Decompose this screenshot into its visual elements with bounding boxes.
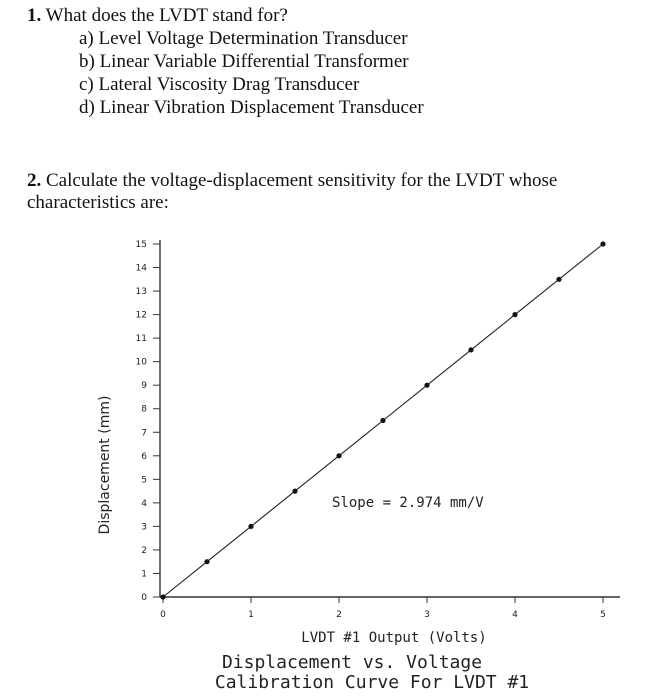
question-2 bbox=[27, 170, 557, 192]
x-axis-label: LVDT #1 Output (Volts) bbox=[301, 630, 487, 646]
data-point bbox=[424, 383, 429, 388]
calibration-chart bbox=[0, 225, 670, 700]
y-axis-label: Displacement (mm) bbox=[97, 395, 113, 535]
slope-annotation: Slope = 2.974 mm/V bbox=[332, 495, 484, 511]
data-point bbox=[600, 241, 605, 246]
data-point bbox=[468, 347, 473, 352]
data-point bbox=[204, 559, 209, 564]
question-1-number: 1. bbox=[27, 5, 42, 26]
caption-line-1: Displacement vs. Voltage bbox=[221, 652, 483, 673]
y-tick-label: 5 bbox=[141, 475, 147, 486]
y-tick-label: 2 bbox=[141, 545, 147, 556]
y-tick-label: 3 bbox=[141, 522, 147, 533]
data-point bbox=[512, 312, 517, 317]
y-tick-label: 7 bbox=[141, 428, 147, 439]
question-1-option-c: c) Lateral Viscosity Drag Transducer bbox=[79, 74, 360, 95]
x-tick-label: 2 bbox=[336, 610, 342, 620]
y-tick-label: 4 bbox=[141, 498, 147, 509]
question-1-option-b: b) Linear Variable Differential Transformer bbox=[79, 51, 409, 72]
data-point bbox=[248, 524, 253, 529]
question-1 bbox=[27, 5, 288, 27]
y-tick-label: 11 bbox=[135, 334, 147, 345]
data-point bbox=[292, 489, 297, 494]
x-tick-label: 5 bbox=[600, 610, 606, 620]
y-tick-label: 14 bbox=[135, 263, 147, 274]
question-1-option-a: a) Level Voltage Determination Transducer bbox=[79, 28, 408, 49]
y-tick-label: 6 bbox=[141, 451, 147, 462]
x-tick-label: 3 bbox=[424, 610, 430, 620]
y-tick-label: 10 bbox=[135, 357, 147, 368]
data-point bbox=[380, 418, 385, 423]
x-tick-label: 0 bbox=[160, 610, 166, 620]
data-point bbox=[556, 277, 561, 282]
question-2-number: 2. bbox=[27, 170, 42, 191]
x-tick-label: 4 bbox=[512, 610, 518, 620]
y-tick-label: 8 bbox=[141, 404, 147, 415]
data-point bbox=[336, 453, 341, 458]
question-1-option-d: d) Linear Vibration Displacement Transducer bbox=[79, 97, 424, 118]
y-tick-label: 1 bbox=[141, 569, 147, 580]
y-tick-label: 0 bbox=[141, 593, 147, 603]
y-tick-label: 15 bbox=[135, 240, 147, 250]
x-ticks bbox=[160, 597, 606, 620]
y-tick-label: 13 bbox=[135, 287, 147, 298]
question-1-text: What does the LVDT stand for? bbox=[45, 5, 288, 26]
y-ticks bbox=[136, 240, 160, 603]
question-2-line-1: Calculate the voltage-displacement sensitivity for the LVDT whose bbox=[46, 170, 558, 191]
question-2-line-2: characteristics are: bbox=[27, 192, 169, 213]
caption-line-2: Calibration Curve For LVDT #1 bbox=[214, 672, 530, 693]
y-tick-label: 9 bbox=[141, 381, 147, 392]
y-tick-label: 12 bbox=[135, 310, 147, 321]
data-point bbox=[160, 594, 165, 599]
x-tick-label: 1 bbox=[248, 610, 254, 620]
